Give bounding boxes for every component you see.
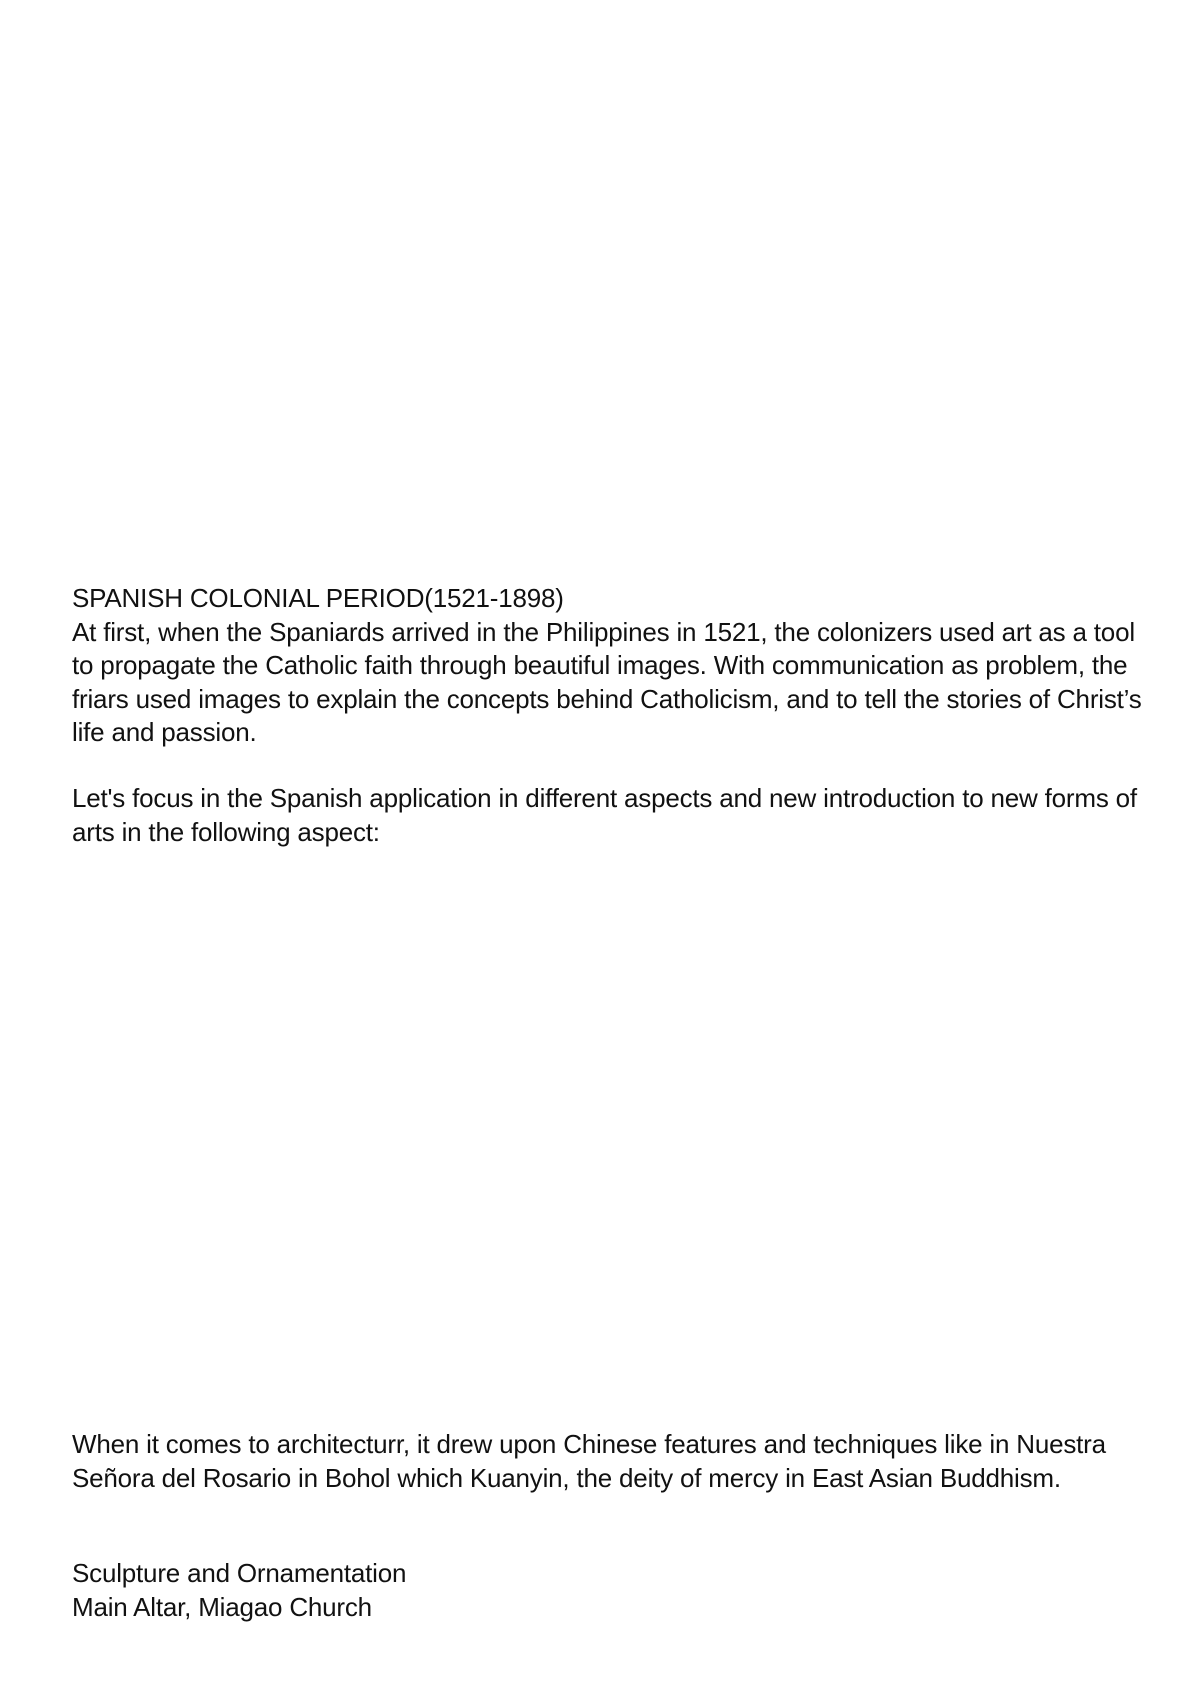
focus-section (72, 782, 1142, 849)
intro-paragraph: At first, when the Spaniards arrived in the Philippines in 1521, the colonizers used art as a tool to propagate the Catholic faith through beautiful images. With communication as problem, the friars used images to explain the concepts behind Catholicism, and to tell the stories of Christ’s life and passion. (72, 616, 1142, 747)
sculpture-section (72, 1557, 1142, 1624)
sculpture-caption: Main Altar, Miagao Church (72, 1591, 372, 1622)
architecture-section (72, 1428, 1142, 1495)
sculpture-heading: Sculpture and Ornamentation (72, 1558, 407, 1588)
focus-paragraph: Let's focus in the Spanish application in different aspects and new introduction to new forms of arts in the following aspect: (72, 783, 1137, 847)
architecture-paragraph: When it comes to architecturr, it drew upon Chinese features and techniques like in Nuestra Señora del Rosario in Bohol which Kuanyin, the deity of mercy in East Asian Buddhism. (72, 1429, 1106, 1493)
section-heading: SPANISH COLONIAL PERIOD(1521-1898) (72, 583, 564, 613)
intro-section (72, 582, 1142, 750)
